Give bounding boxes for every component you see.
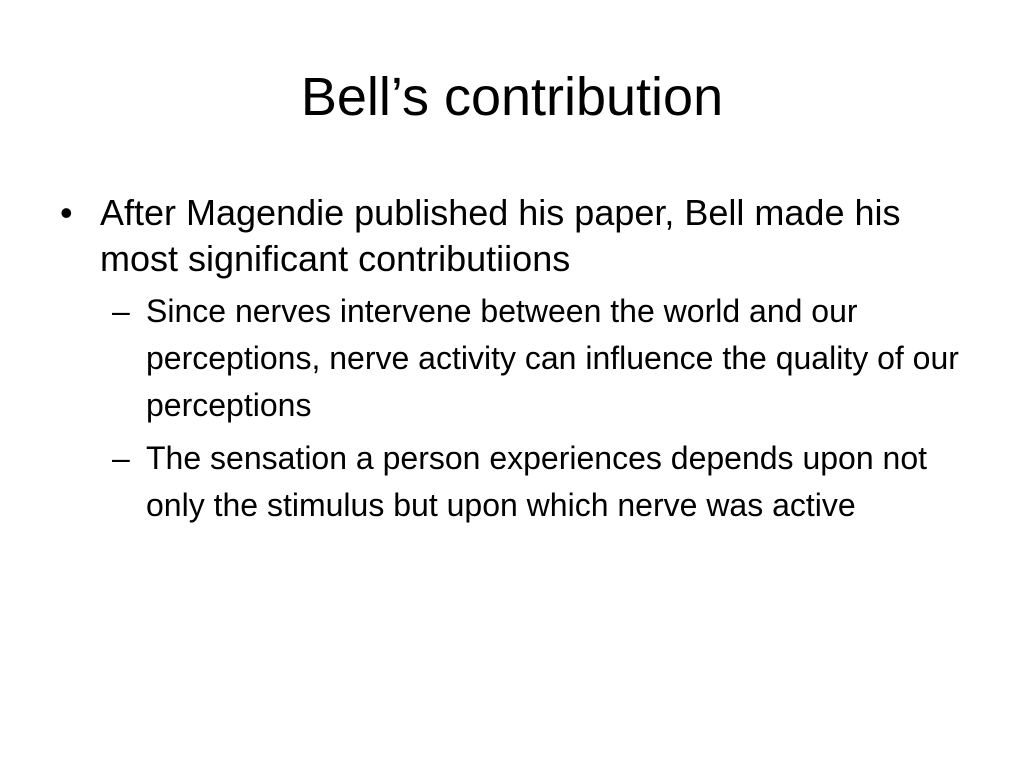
sub-bullet-text: The sensation a person experiences depends upon not only the stimulus but upon which nerve was active (146, 440, 927, 523)
slide-content (60, 190, 970, 535)
bullet-item (60, 190, 970, 282)
bullet-text: After Magendie published his paper, Bell made his most significant contributiions (100, 192, 901, 279)
sub-bullet-marker: – (112, 293, 130, 329)
sub-bullet-item (60, 288, 970, 429)
sub-bullet-list (60, 288, 970, 529)
sub-bullet-marker: – (112, 440, 130, 476)
sub-bullet-text: Since nerves intervene between the world and our perceptions, nerve activity can influence the quality of our perceptions (146, 293, 959, 423)
slide-title: Bell’s contribution (300, 67, 724, 127)
bullet-marker: • (60, 192, 73, 233)
sub-bullet-item (60, 435, 970, 529)
